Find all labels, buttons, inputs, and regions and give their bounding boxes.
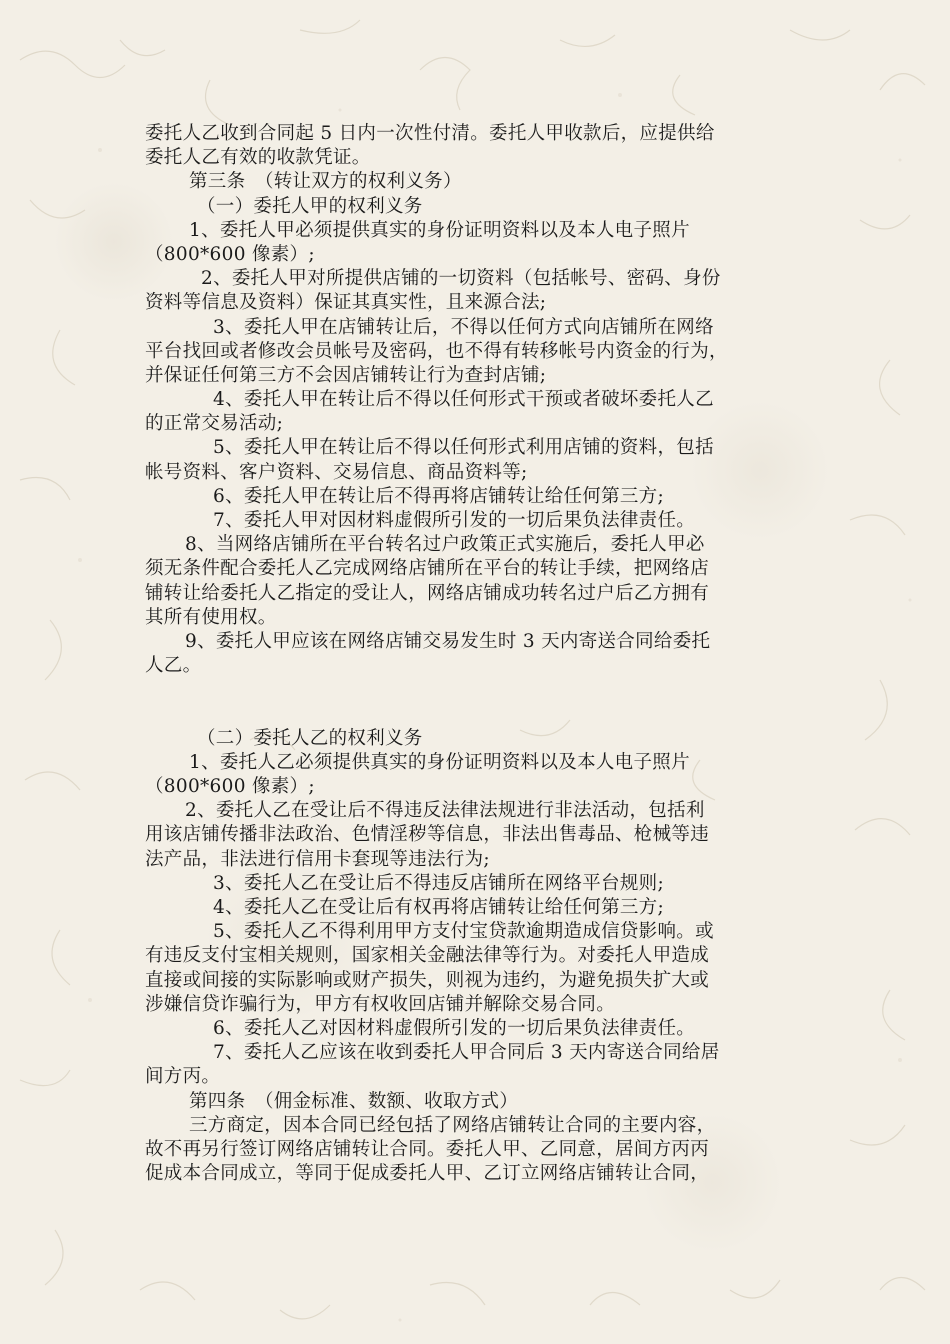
text-line: 用该店铺传播非法政治、色情淫秽等信息，非法出售毒品、枪械等违: [145, 824, 710, 846]
text-line: 7、委托人甲对因材料虚假所引发的一切后果负法律责任。: [213, 510, 696, 531]
text-line: 5、委托人甲在转让后不得以任何形式利用店铺的资料，包括: [213, 437, 714, 459]
text-line: 直接或间接的实际影响或财产损失，则视为违约，为避免损失扩大或: [145, 969, 710, 991]
text-line: 6、委托人乙对因材料虚假所引发的一切后果负法律责任。: [213, 1017, 696, 1039]
text-line: 须无条件配合委托人乙完成网络店铺所在平台的转让手续，把网络店: [145, 558, 710, 580]
text-line: （800*600 像素）;: [145, 243, 315, 265]
text-line: 故不再另行签订网络店铺转让合同。委托人甲、乙同意，居间方丙丙: [145, 1138, 710, 1160]
text-line: 第四条 （佣金标准、数额、收取方式）: [189, 1090, 519, 1112]
text-line: 委托人乙收到合同起 5 日内一次性付清。委托人甲收款后，应提供给: [145, 123, 715, 144]
text-line: 第三条 （转让双方的权利义务）: [189, 171, 462, 193]
text-line: 4、委托人乙在受让后有权再将店铺转让给任何第三方;: [213, 897, 665, 919]
text-line: 2、委托人甲对所提供店铺的一切资料（包括帐号、密码、身份: [201, 268, 721, 290]
paragraph-gap: [145, 678, 815, 726]
text-line: 4、委托人甲在转让后不得以任何形式干预或者破坏委托人乙: [213, 389, 714, 411]
text-line: （一）委托人甲的权利义务: [197, 195, 423, 217]
text-line: 8、当网络店铺所在平台转名过户政策正式实施后，委托人甲必: [185, 534, 705, 556]
text-line: 铺转让给委托人乙指定的受让人，网络店铺成功转名过户后乙方拥有: [145, 582, 710, 604]
text-line: 资料等信息及资料）保证其真实性，且来源合法;: [145, 292, 547, 314]
text-line: 3、委托人乙在受让后不得违反店铺所在网络平台规则;: [213, 872, 665, 894]
text-line: 其所有使用权。: [145, 606, 277, 628]
text-line: 1、委托人乙必须提供真实的身份证明资料以及本人电子照片: [189, 751, 690, 773]
text-line: 平台找回或者修改会员帐号及密码，也不得有转移帐号内资金的行为，: [145, 340, 728, 362]
text-line: 促成本合同成立，等同于促成委托人甲、乙订立网络店铺转让合同，: [145, 1163, 710, 1185]
text-line: （800*600 像素）;: [145, 776, 315, 798]
text-line: 三方商定，因本合同已经包括了网络店铺转让合同的主要内容，: [189, 1114, 716, 1136]
text-line: 并保证任何第三方不会因店铺转让行为查封店铺;: [145, 364, 547, 386]
text-line: 涉嫌信贷诈骗行为，甲方有权收回店铺并解除交易合同。: [145, 993, 616, 1015]
text-line: 委托人乙有效的收款凭证。: [145, 147, 371, 169]
text-line: 7、委托人乙应该在收到委托人甲合同后 3 天内寄送合同给居: [213, 1042, 720, 1064]
text-line: （二）委托人乙的权利义务: [197, 727, 423, 749]
document-body: [145, 122, 815, 1186]
text-line: 9、委托人甲应该在网络店铺交易发生时 3 天内寄送合同给委托: [185, 630, 711, 652]
text-line: 人乙。: [145, 655, 202, 677]
text-line: 间方丙。: [145, 1066, 221, 1088]
text-line: 3、委托人甲在店铺转让后，不得以任何方式向店铺所在网络: [213, 316, 714, 338]
text-line: 1、委托人甲必须提供真实的身份证明资料以及本人电子照片: [189, 219, 690, 241]
text-line: 的正常交易活动;: [145, 413, 284, 435]
text-line: 2、委托人乙在受让后不得违反法律法规进行非法活动，包括利: [185, 800, 705, 822]
text-line: 5、委托人乙不得利用甲方支付宝贷款逾期造成信贷影响。或: [213, 921, 714, 943]
text-line: 法产品，非法进行信用卡套现等违法行为;: [145, 848, 490, 870]
text-line: 帐号资料、客户资料、交易信息、商品资料等;: [145, 461, 528, 483]
text-line: 6、委托人甲在转让后不得再将店铺转让给任何第三方;: [213, 485, 665, 507]
text-line: 有违反支付宝相关规则，国家相关金融法律等行为。对委托人甲造成: [145, 945, 710, 967]
